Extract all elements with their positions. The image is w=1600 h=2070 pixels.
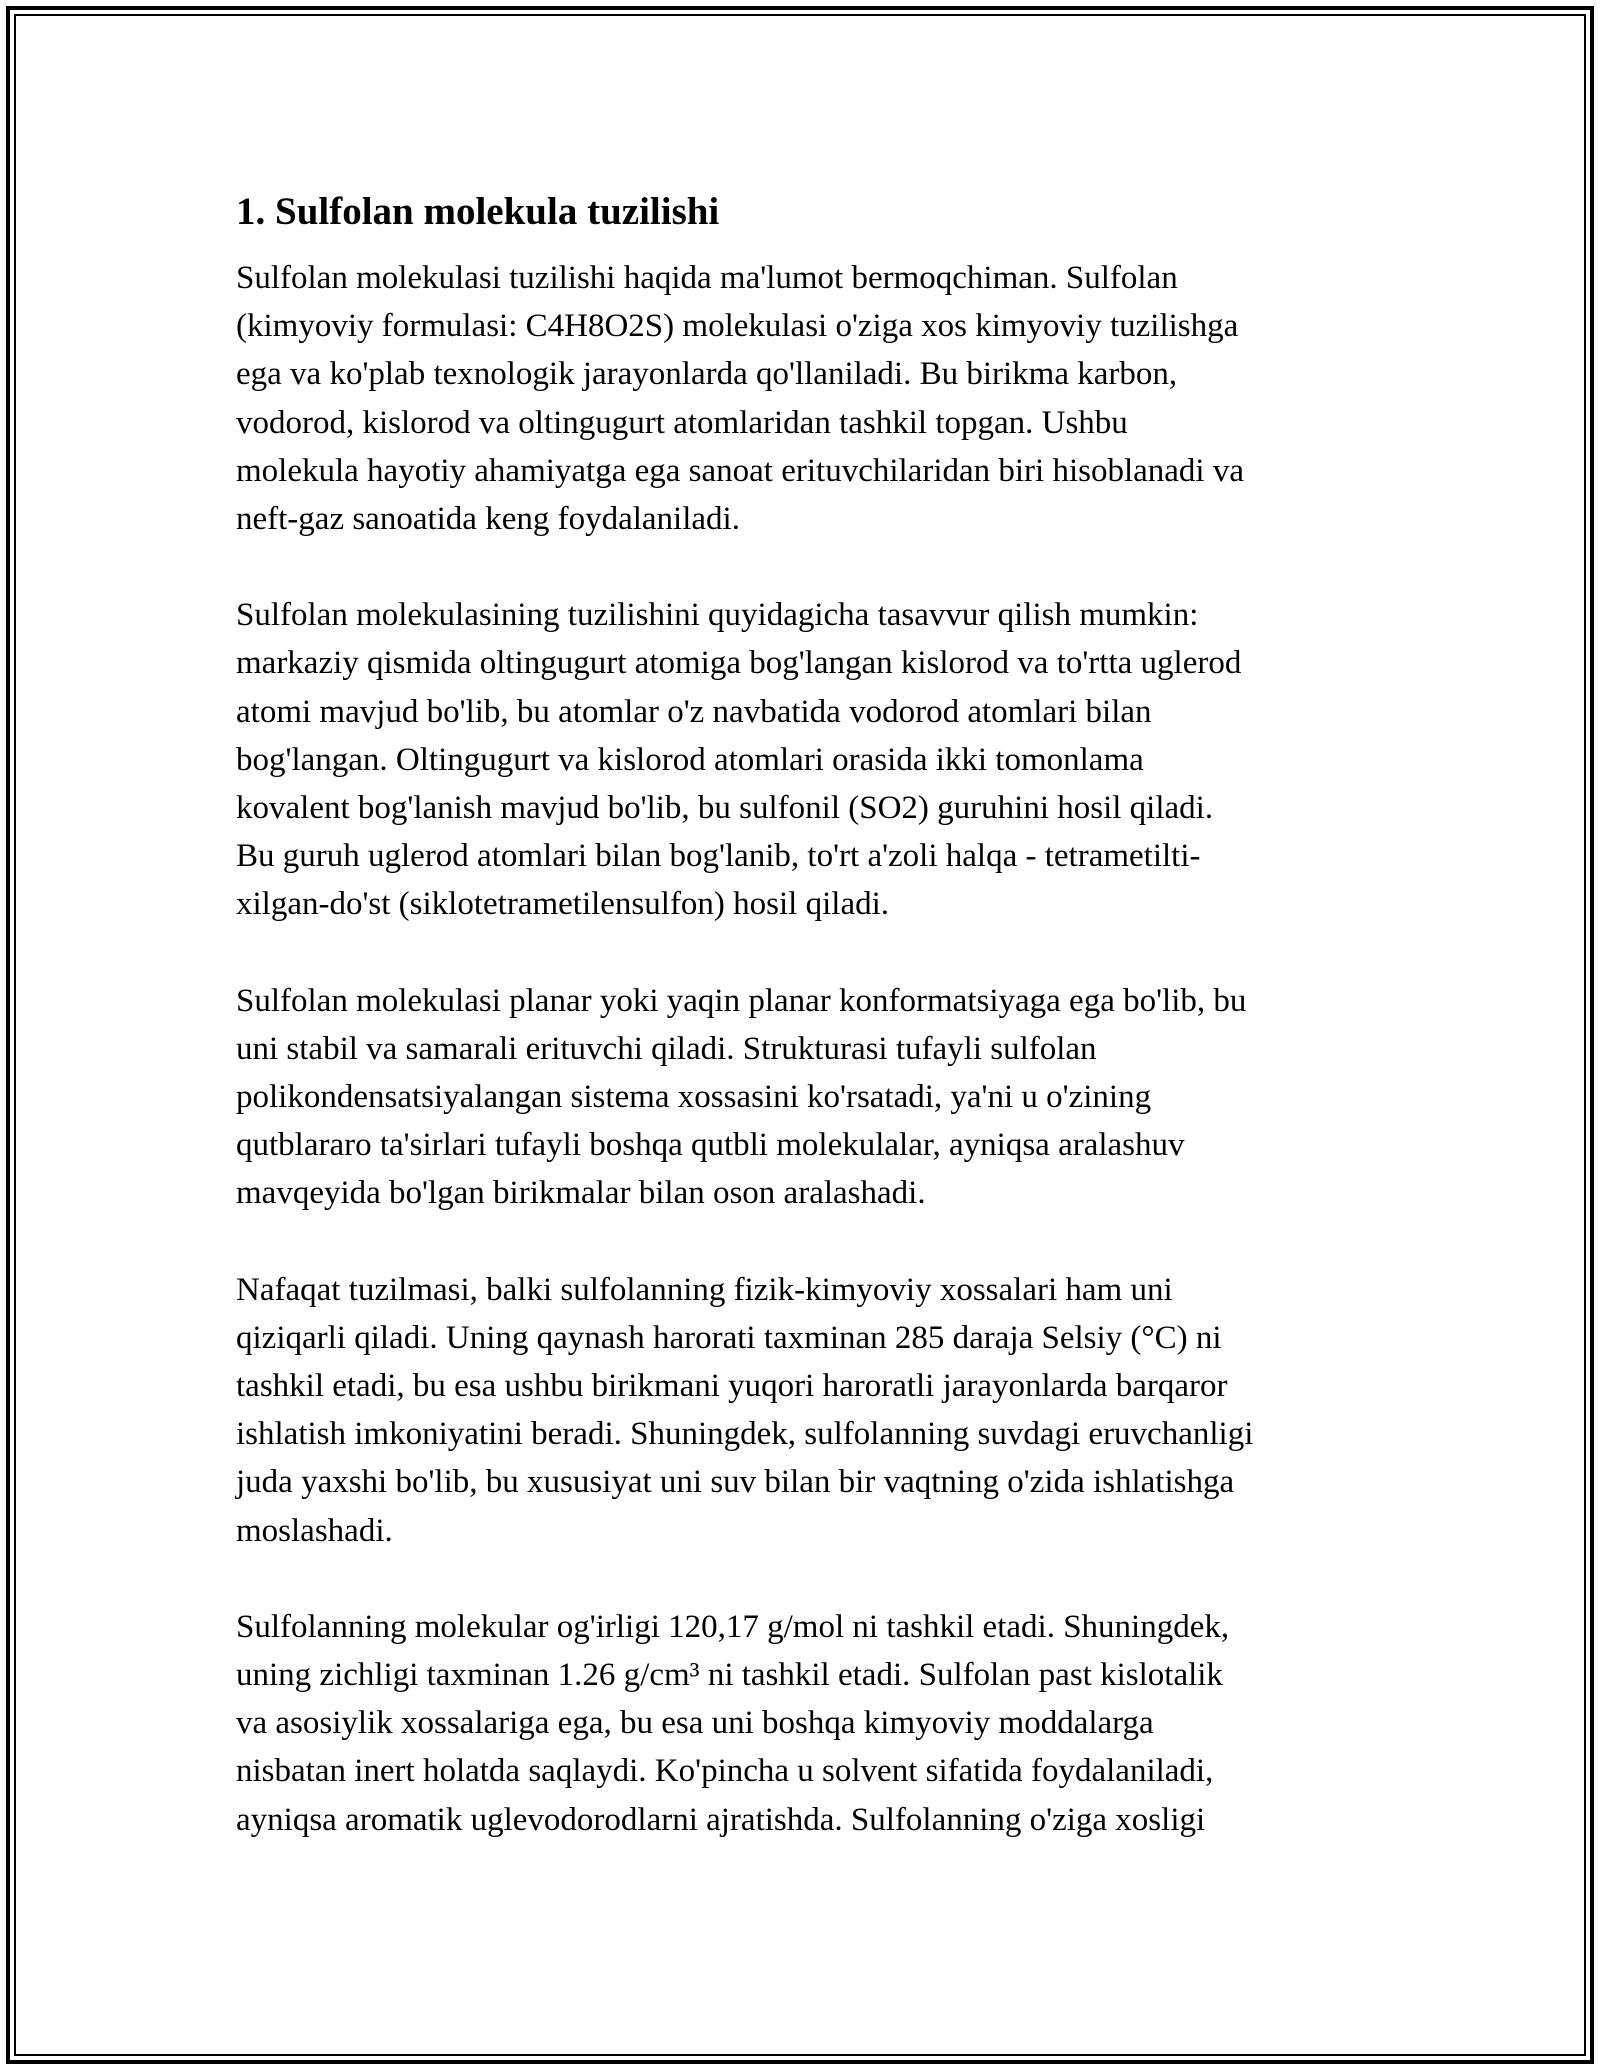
paragraph-4 [236,1266,1376,1555]
paragraph-5 [236,1603,1376,1844]
text-line: polikondensatsiyalangan sistema xossasini ko'rsatadi, ya'ni u o'zining [236,1079,1152,1116]
text-line: vodorod, kislorod va oltingugurt atomlaridan tashkil topgan. Ushbu [236,404,1128,441]
text-line: neft-gaz sanoatida keng foydalaniladi. [236,501,740,538]
paragraph-1 [236,254,1376,543]
text-line: molekula hayotiy ahamiyatga ega sanoat erituvchilaridan biri hisoblanadi va [236,452,1244,489]
section-heading: 1. Sulfolan molekula tuzilishi [236,190,720,233]
text-line: kovalent bog'lanish mavjud bo'lib, bu sulfonil (SO2) guruhini hosil qiladi. [236,790,1214,827]
text-line: Sulfolan molekulasining tuzilishini quyidagicha tasavvur qilish mumkin: [236,597,1199,634]
text-line: (kimyoviy formulasi: C4H8O2S) molekulasi o'ziga xos kimyoviy tuzilishga [236,308,1239,345]
text-line: qiziqarli qiladi. Uning qaynash harorati taxminan 285 daraja Selsiy (°C) ni [236,1319,1222,1356]
text-line: Sulfolan molekulasi planar yoki yaqin planar konformatsiyaga ega bo'lib, bu [236,982,1247,1019]
text-line: uning zichligi taxminan 1.26 g/cm³ ni tashkil etadi. Sulfolan past kislotalik [236,1657,1223,1694]
text-line: qutblararo ta'sirlari tufayli boshqa qutbli molekulalar, ayniqsa aralashuv [236,1127,1185,1164]
text-line: moslashadi. [236,1512,393,1549]
text-line: tashkil etadi, bu esa ushbu birikmani yuqori haroratli jarayonlarda barqaror [236,1368,1228,1405]
text-line: atomi mavjud bo'lib, bu atomlar o'z navbatida vodorod atomlari bilan [236,693,1152,730]
text-line: ayniqsa aromatik uglevodorodlarni ajratishda. Sulfolanning o'ziga xosligi [236,1801,1206,1838]
text-line: ishlatish imkoniyatini beradi. Shuningdek, sulfolanning suvdagi eruvchanligi [236,1416,1254,1453]
text-line: nisbatan inert holatda saqlaydi. Ko'pincha u solvent sifatida foydalaniladi, [236,1753,1214,1790]
text-line: mavqeyida bo'lgan birikmalar bilan oson aralashadi. [236,1175,926,1212]
text-line: Bu guruh uglerod atomlari bilan bog'lanib, to'rt a'zoli halqa - tetrametilti- [236,838,1201,875]
text-line: Sulfolanning molekular og'irligi 120,17 g/mol ni tashkil etadi. Shuningdek, [236,1608,1230,1645]
document-body [236,186,1376,1892]
text-line: Sulfolan molekulasi tuzilishi haqida ma'lumot bermoqchiman. Sulfolan [236,260,1178,296]
text-line: bog'langan. Oltingugurt va kislorod atomlari orasida ikki tomonlama [236,741,1144,778]
paragraph-3 [236,977,1376,1218]
text-line: uni stabil va samarali erituvchi qiladi. Strukturasi tufayli sulfolan [236,1030,1097,1067]
paragraph-2 [236,591,1376,928]
text-line: juda yaxshi bo'lib, bu xususiyat uni suv bilan bir vaqtning o'zida ishlatishga [236,1464,1235,1501]
text-line: xilgan-do'st (siklotetrametilensulfon) hosil qiladi. [236,886,890,923]
text-line: markaziy qismida oltingugurt atomiga bog'langan kislorod va to'rtta uglerod [236,645,1242,682]
text-line: Nafaqat tuzilmasi, balki sulfolanning fizik-kimyoviy xossalari ham uni [236,1271,1173,1308]
text-line: va asosiylik xossalariga ega, bu esa uni boshqa kimyoviy moddalarga [236,1705,1154,1742]
text-line: ega va ko'plab texnologik jarayonlarda qo'llaniladi. Bu birikma karbon, [236,356,1178,393]
